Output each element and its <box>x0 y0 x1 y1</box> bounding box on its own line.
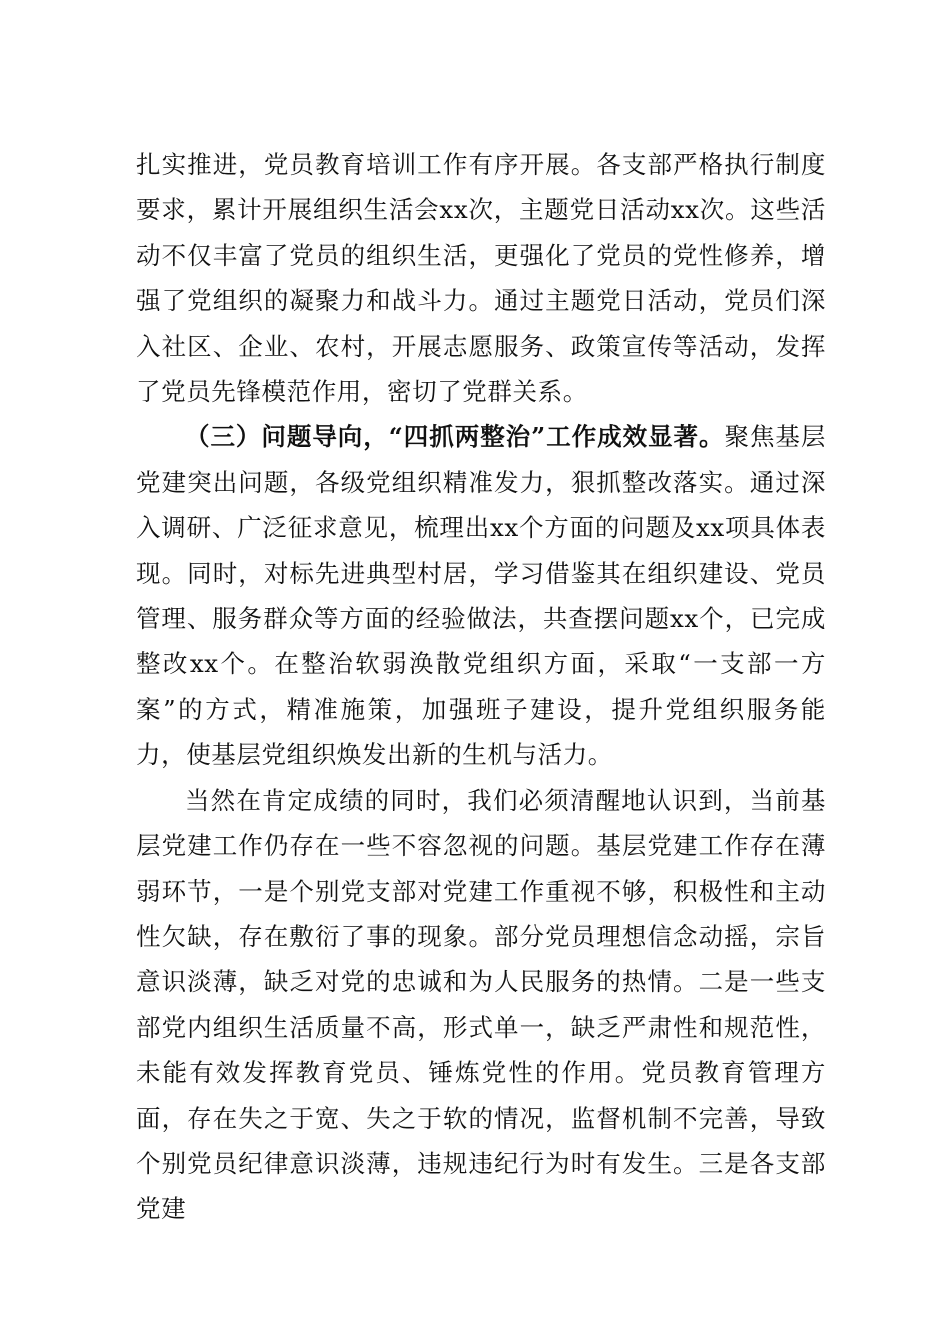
section-heading: （三）问题导向，“四抓两整治”工作成效显著。 <box>185 422 725 452</box>
paragraph-text: 当然在肯定成绩的同时，我们必须清醒地认识到，当前基层党建工作仍存在一些不容忽视的问题。基层党建工作存在薄弱环节，一是个别党支部对党建工作重视不够，积极性和主动性欠缺，存在敷衍了事的现象。部分党员理想信念动摇，宗旨意识淡薄，缺乏对党的忠诚和为人民服务的热情。二是一些支部党内组织生活质量不高，形式单一，缺乏严肃性和规范性，未能有效发挥教育党员、锤炼党性的作用。党员教育管理方面，存在失之于宽、失之于软的情况，监督机制不完善，导致个别党员纪律意识淡薄，违规违纪行为时有发生。三是各支部党建 <box>136 785 826 1224</box>
paragraph-continuation <box>136 142 826 414</box>
body-text <box>136 142 826 1232</box>
paragraph-text: 聚焦基层党建突出问题，各级党组织精准发力，狠抓整改落实。通过深入调研、广泛征求意见，梳理出xx个方面的问题及xx项具体表现。同时，对标先进典型村居，学习借鉴其在组织建设、党员管理、服务群众等方面的经验做法，共查摆问题xx个，已完成整改xx个。在整治软弱涣散党组织方面，采取“一支部一方案”的方式，精准施策，加强班子建设，提升党组织服务能力，使基层党组织焕发出新的生机与活力。 <box>136 422 826 770</box>
paragraph-text: 扎实推进，党员教育培训工作有序开展。各支部严格执行制度要求，累计开展组织生活会xx次，主题党日活动xx次。这些活动不仅丰富了党员的组织生活，更强化了党员的党性修养，增强了党组织的凝聚力和战斗力。通过主题党日活动，党员们深入社区、企业、农村，开展志愿服务、政策宣传等活动，发挥了党员先锋模范作用，密切了党群关系。 <box>136 150 826 407</box>
paragraph-section-three <box>136 414 826 777</box>
paragraph-problems <box>136 778 826 1232</box>
